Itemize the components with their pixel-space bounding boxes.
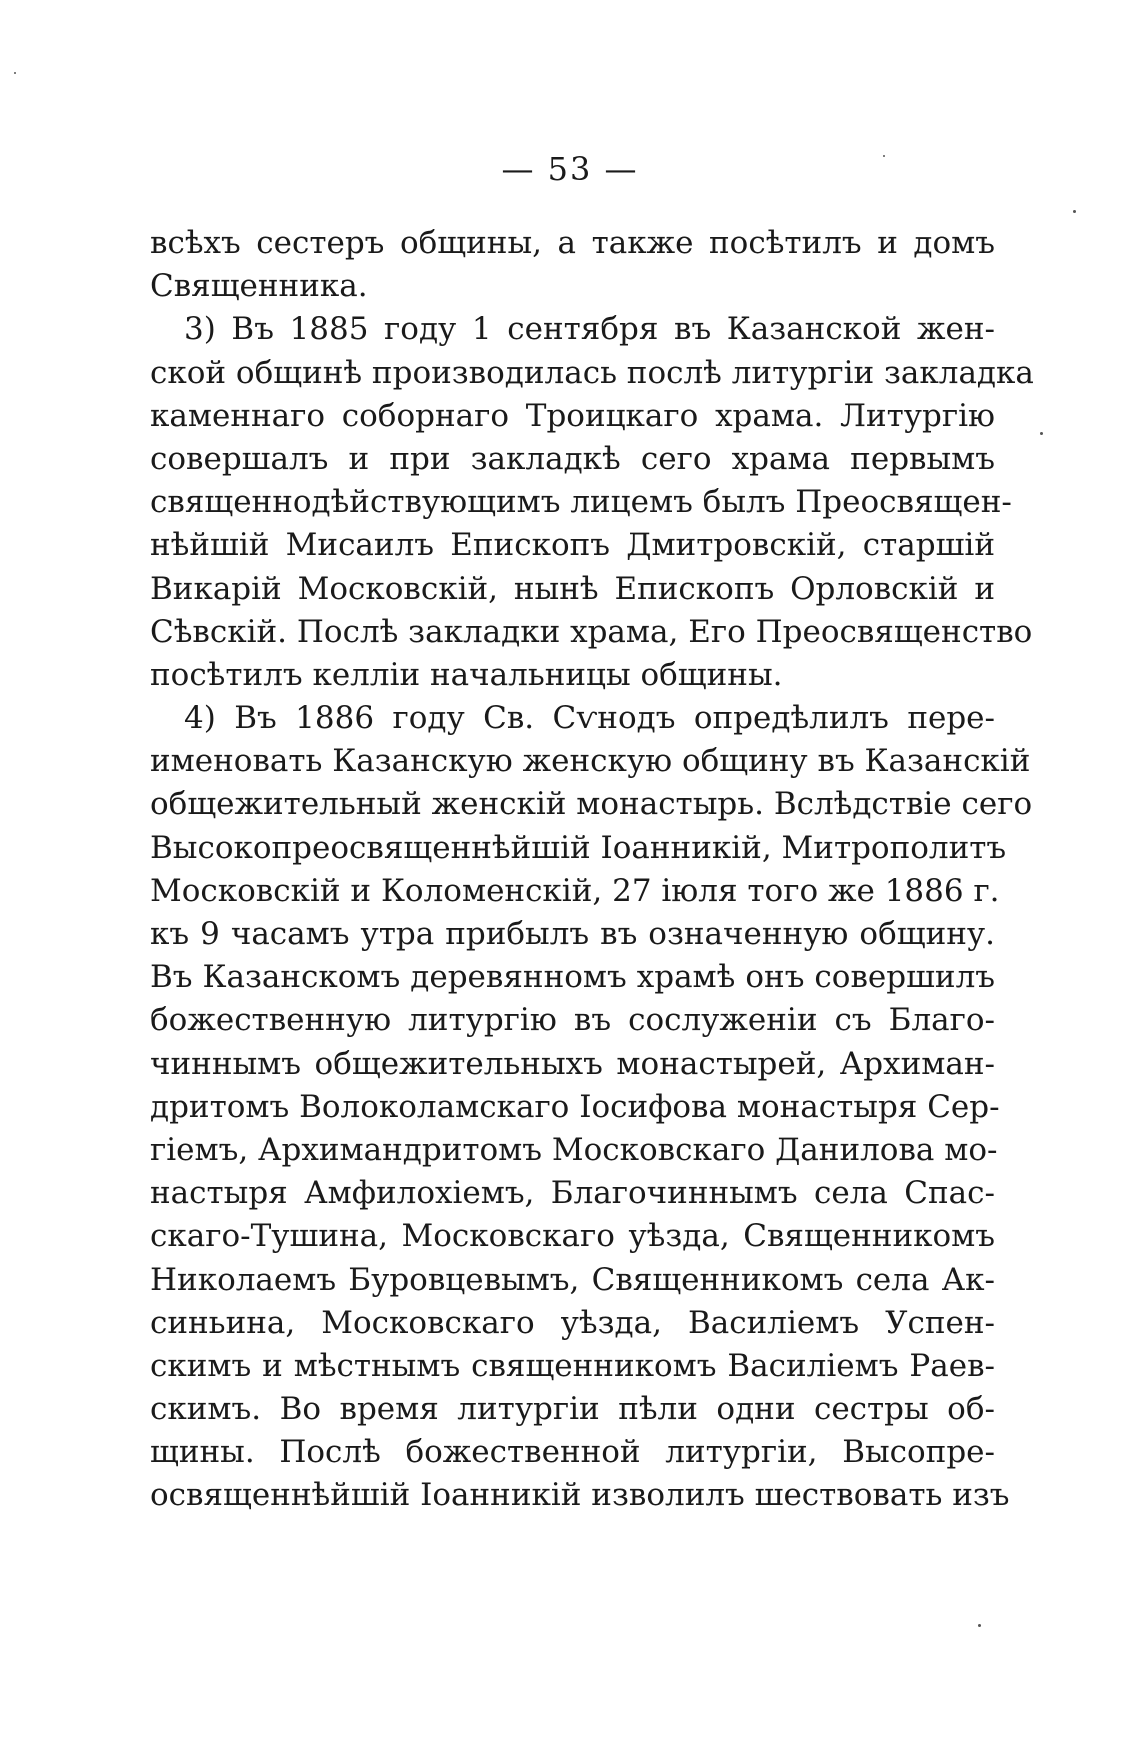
scan-speck: [883, 155, 885, 157]
text-line: 3) Въ 1885 году 1 сентября въ Казанской жен-: [184, 311, 995, 348]
text-line: именовать Казанскую женскую общину въ Казанскій: [150, 743, 1031, 780]
text-line: скимъ и мѣстнымъ священникомъ Василіемъ Раев-: [150, 1347, 995, 1384]
text-line: чиннымъ общежительныхъ монастырей, Архиман-: [150, 1045, 995, 1082]
text-line: освященнѣйшій Іоанникій изволилъ шествовать изъ: [150, 1477, 1010, 1514]
text-line: щины. Послѣ божественной литургіи, Высопре-: [150, 1434, 995, 1471]
text-line: священнодѣйствующимъ лицемъ былъ Преосвящен-: [150, 484, 1012, 521]
text-line: Московскій и Коломенскій, 27 іюля того же 1886 г.: [150, 872, 1000, 909]
text-line: гіемъ, Архимандритомъ Московскаго Данилова мо-: [150, 1131, 998, 1168]
text-line: совершалъ и при закладкѣ сего храма первымъ: [150, 440, 995, 477]
text-line: Въ Казанскомъ деревянномъ храмѣ онъ совершилъ: [150, 959, 995, 996]
scan-speck: [1073, 210, 1076, 213]
text-line: настыря Амфилохіемъ, Благочиннымъ села Спас-: [150, 1175, 995, 1212]
text-line: общежительный женскій монастырь. Вслѣдствіе сего: [150, 786, 1033, 823]
body-text: [150, 222, 1034, 1518]
page-number: — 53 —: [501, 150, 639, 188]
text-line: божественную литургію въ сослуженіи съ Благо-: [150, 1002, 995, 1039]
text-line: Высокопреосвященнѣйшій Іоанникій, Митрополитъ: [150, 829, 1007, 866]
text-line: ской общинѣ производилась послѣ литургіи закладка: [150, 354, 1034, 391]
text-line: къ 9 часамъ утра прибылъ въ означенную общину.: [150, 916, 995, 952]
text-line: синьина, Московскаго уѣзда, Василіемъ Успен-: [150, 1304, 995, 1341]
text-line: Викарій Московскій, нынѣ Епископъ Орловскій и: [150, 570, 995, 607]
text-line: всѣхъ сестеръ общины, а также посѣтилъ и домъ: [150, 225, 995, 261]
text-line: скимъ. Во время литургіи пѣли одни сестры об-: [150, 1391, 995, 1428]
text-line: дритомъ Волоколамскаго Іосифова монастыря Сер-: [150, 1088, 1000, 1125]
text-line: 4) Въ 1886 году Св. Сѵнодъ опредѣлилъ пере-: [184, 700, 995, 737]
text-line: нѣйшій Мисаилъ Епископъ Дмитровскій, старшій: [150, 527, 995, 564]
text-line: Николаемъ Буровцевымъ, Священникомъ села Ак-: [150, 1261, 995, 1298]
scan-speck: [1040, 432, 1043, 435]
text-line: каменнаго соборнаго Троицкаго храма. Литургію: [150, 397, 995, 434]
scan-speck: [14, 72, 16, 74]
text-line: Священника.: [150, 268, 368, 305]
scan-speck: [978, 1624, 981, 1627]
text-line: Сѣвскій. Послѣ закладки храма, Его Преосвященство: [150, 613, 1033, 650]
text-line: посѣтилъ келліи начальницы общины.: [150, 656, 783, 693]
text-line: скаго-Тушина, Московскаго уѣзда, Священникомъ: [150, 1218, 995, 1255]
